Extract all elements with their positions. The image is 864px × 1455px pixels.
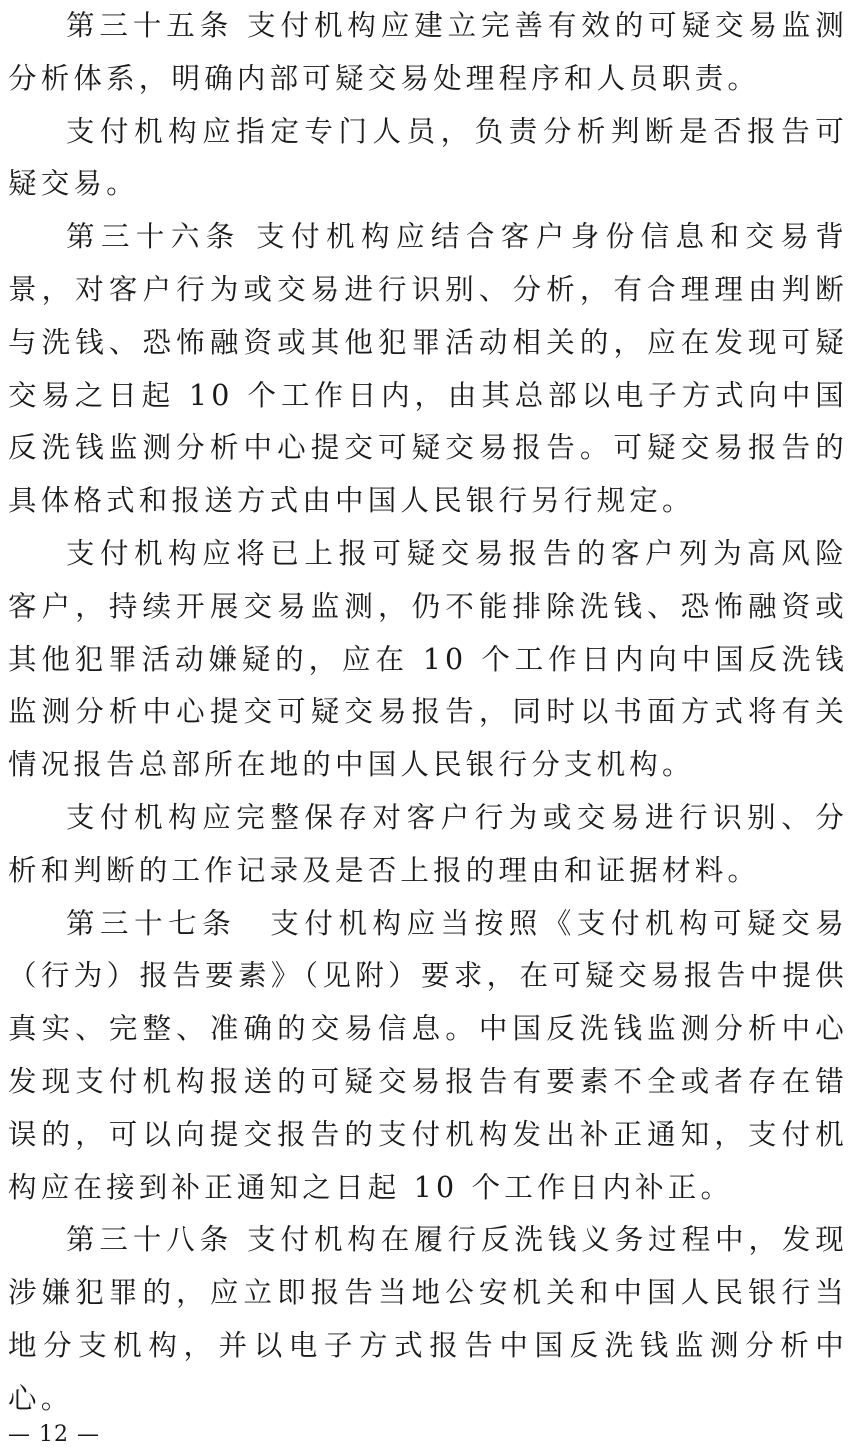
- paragraph-article-35: 第三十五条 支付机构应建立完善有效的可疑交易监测分析体系，明确内部可疑交易处理程序和人员职责。: [8, 9, 848, 95]
- paragraph-record-keeping: 支付机构应完整保存对客户行为或交易进行识别、分析和判断的工作记录及是否上报的理由和证据材料。: [8, 800, 848, 887]
- paragraph-article-38: 第三十八条 支付机构在履行反洗钱义务过程中，发现涉嫌犯罪的，应立即报告当地公安机关和中国人民银行当地分支机构，并以电子方式报告中国反洗钱监测分析中心。: [8, 1223, 848, 1415]
- paragraph-article-36: 第三十六条 支付机构应结合客户身份信息和交易背景，对客户行为或交易进行识别、分析，有合理理由判断与洗钱、恐怖融资或其他犯罪活动相关的，应在发现可疑交易之日起 10 个工作日内，由其总部以电子方式向中国反洗钱监测分析中心提交可疑交易报告。可疑交易报告的具体格式和报送方式由中国人民银行另行规定。: [8, 220, 848, 518]
- paragraph-high-risk-customers: 支付机构应将已上报可疑交易报告的客户列为高风险客户，持续开展交易监测，仍不能排除洗钱、恐怖融资或其他犯罪活动嫌疑的，应在 10 个工作日内向中国反洗钱监测分析中心提交可疑交易报告，同时以书面方式将有关情况报告总部所在地的中国人民银行分支机构。: [8, 536, 848, 782]
- paragraph-article-37: 第三十七条 支付机构应当按照《支付机构可疑交易（行为）报告要素》（见附）要求，在可疑交易报告中提供真实、完整、准确的交易信息。中国反洗钱监测分析中心发现支付机构报送的可疑交易报告有要素不全或者存在错误的，可以向提交报告的支付机构发出补正通知，支付机构应在接到补正通知之日起 10 个工作日内补正。: [8, 906, 848, 1204]
- paragraph-designated-staff: 支付机构应指定专门人员，负责分析判断是否报告可疑交易。: [8, 114, 848, 201]
- document-body: [8, 0, 848, 1426]
- page-number: — 12 —: [8, 1422, 100, 1447]
